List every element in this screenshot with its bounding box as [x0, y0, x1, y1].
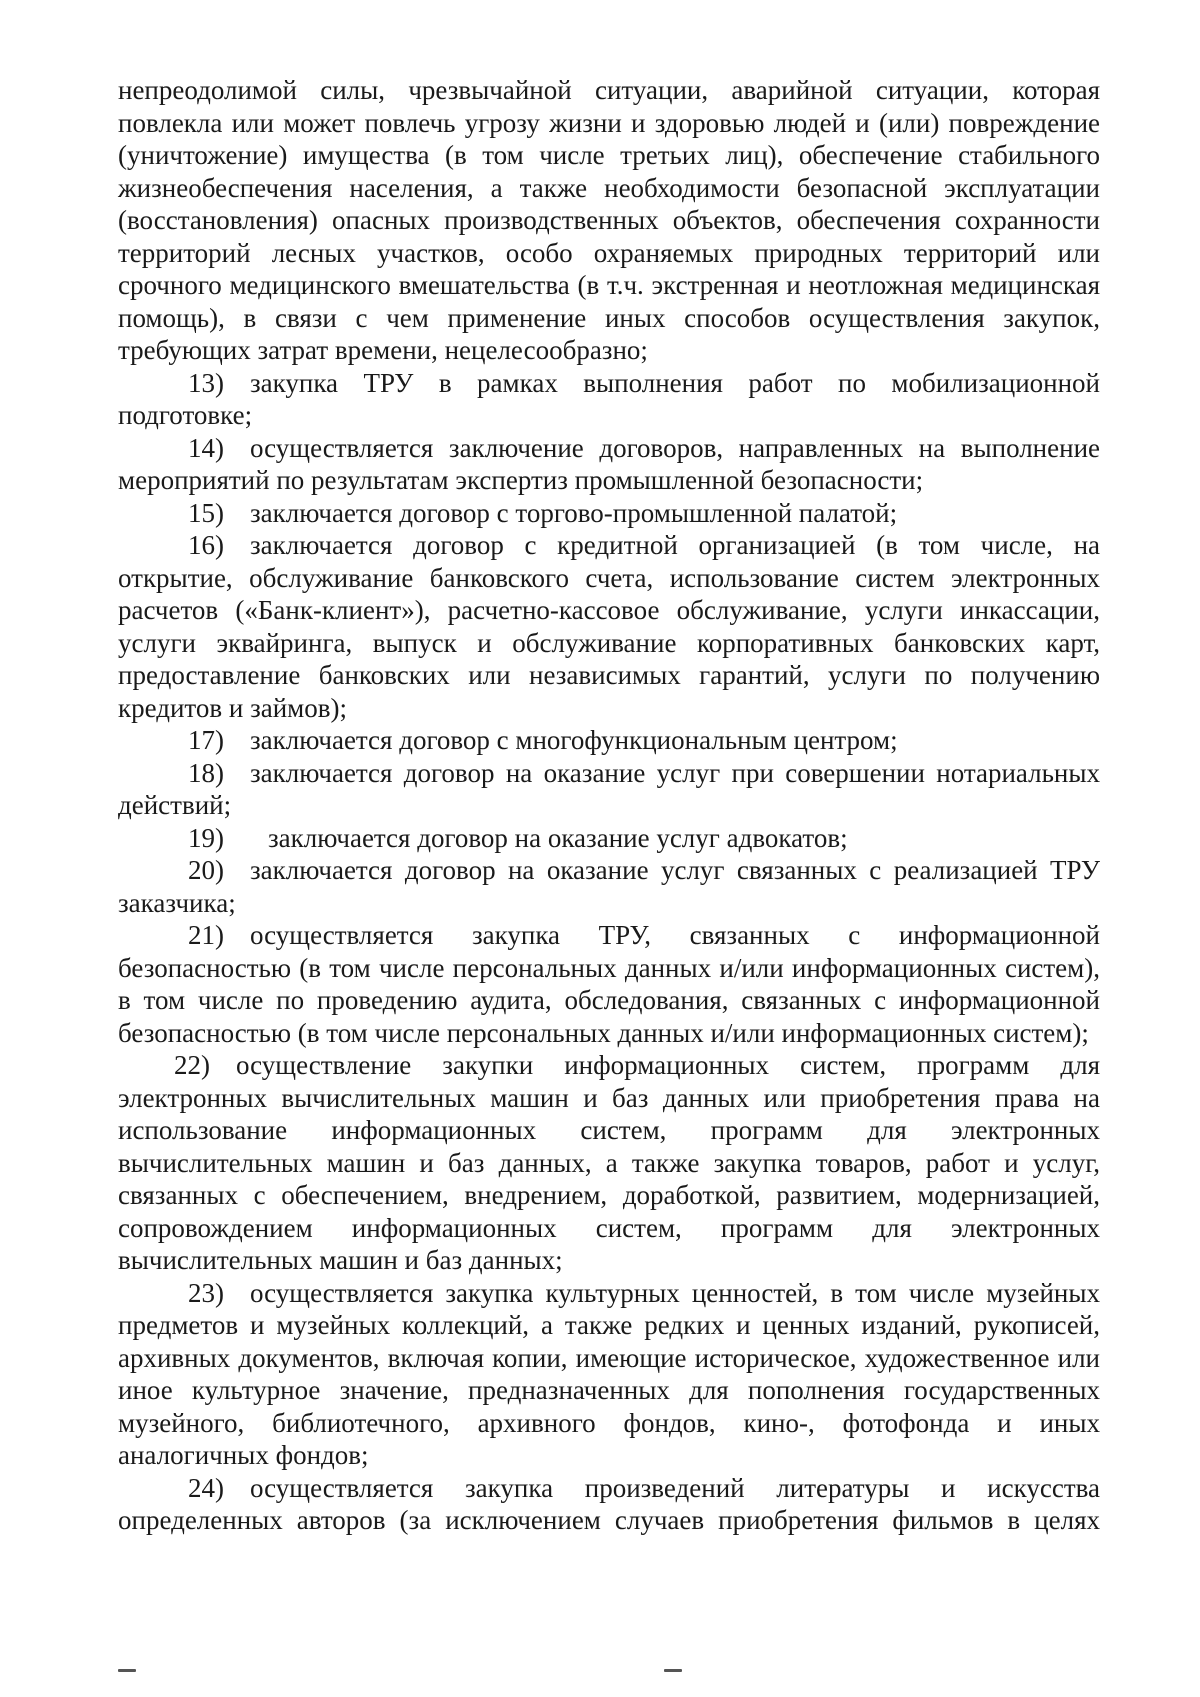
list-item-text: заключается договор с кредитной организацией (в том числе, на открытие, обслуживание банковского счета, использование систем электронных расчетов («Банк-клиент»), расчетно-кассовое обслуживание, услуги инкассации, услуги эквайринга, выпуск и обслуживание корпоративных банковских карт, предоставление банковских или независимых гарантий, услуги по получению кредитов и займов);	[118, 530, 1100, 723]
list-item-text: заключается договор с торгово-промышленной палатой;	[250, 497, 898, 528]
list-item-text: заключается договор с многофункциональным центром;	[250, 725, 898, 755]
list-item-text: заключается договор на оказание услуг при совершении нотариальных действий;	[118, 757, 1100, 820]
list-item	[118, 1049, 1100, 1277]
scan-mark-left	[118, 1669, 136, 1672]
list-item	[118, 757, 1100, 822]
document-body	[118, 74, 1100, 1537]
list-item	[118, 529, 1100, 724]
list-item-number: 14)	[188, 432, 224, 463]
list-item-number: 15)	[188, 497, 224, 528]
paragraph-continuation: непреодолимой силы, чрезвычайной ситуации, аварийной ситуации, которая повлекла или может повлечь угрозу жизни и здоровью людей и (или) повреждение (уничтожение) имущества (в том числе третьих лиц), обеспечение стабильного жизнеобеспечения населения, а также необходимости безопасной эксплуатации (восстановления) опасных производственных объектов, обеспечения сохранности территорий лесных участков, особо охраняемых природных территорий или срочного медицинского вмешательства (в т.ч. экстренная и неотложная медицинская помощь), в связи с чем применение иных способов осуществления закупок, требующих затрат времени, нецелесообразно;	[118, 75, 1100, 365]
list-item-number: 21)	[188, 920, 224, 950]
list-item	[118, 1472, 1100, 1537]
list-item-text: осуществление закупки информационных систем, программ для электронных вычислительных машин и баз данных или приобретения права на использование информационных систем, программ для электронных вычислительных машин и баз данных, а также закупка товаров, работ и услуг, связанных с обеспечением, внедрением, доработкой, развитием, модернизацией, сопровождением информационных систем, программ для электронных вычислительных машин и баз данных;	[118, 1050, 1100, 1275]
list-item-number: 24)	[188, 1472, 224, 1503]
list-item	[118, 724, 1100, 757]
list-item-number: 18)	[188, 757, 224, 788]
list-item-text: заключается договор на оказание услуг связанных с реализацией ТРУ заказчика;	[118, 855, 1100, 918]
list-item	[118, 432, 1100, 497]
list-item-number: 16)	[188, 530, 224, 560]
list-item-text: закупка ТРУ в рамках выполнения работ по мобилизационной подготовке;	[118, 367, 1100, 430]
list-item-number: 17)	[188, 725, 224, 755]
scan-mark-center	[664, 1669, 682, 1672]
list-item	[118, 822, 1100, 855]
list-item-text: осуществляется закупка культурных ценностей, в том числе музейных предметов и музейных коллекций, а также редких и ценных изданий, рукописей, архивных документов, включая копии, имеющие историческое, художественное или иное культурное значение, предназначенных для пополнения государственных музейного, библиотечного, архивного фондов, кино-, фотофонда и иных аналогичных фондов;	[118, 1277, 1100, 1470]
list-item	[118, 367, 1100, 432]
list-item	[118, 854, 1100, 919]
list-item	[118, 497, 1100, 530]
list-item-text: заключается договор на оказание услуг адвокатов;	[268, 822, 848, 853]
list-item	[118, 1277, 1100, 1472]
list-item-number: 22)	[174, 1050, 210, 1080]
list-item-number: 20)	[188, 855, 224, 885]
list-item-number: 23)	[188, 1277, 224, 1308]
list-item-number: 19)	[188, 822, 224, 853]
list-item-text: осуществляется закупка ТРУ, связанных с информационной безопасностью (в том числе персональных данных и/или информационных систем), в том числе по проведению аудита, обследования, связанных с информационной безопасностью (в том числе персональных данных и/или информационных систем);	[118, 920, 1100, 1048]
list-item	[118, 919, 1100, 1049]
list-item-text: осуществляется закупка произведений литературы и искусства определенных авторов (за исключением случаев приобретения фильмов в целях	[118, 1472, 1100, 1535]
list-item-text: осуществляется заключение договоров, направленных на выполнение мероприятий по результатам экспертиз промышленной безопасности;	[118, 432, 1100, 495]
list-item-number: 13)	[188, 367, 224, 398]
